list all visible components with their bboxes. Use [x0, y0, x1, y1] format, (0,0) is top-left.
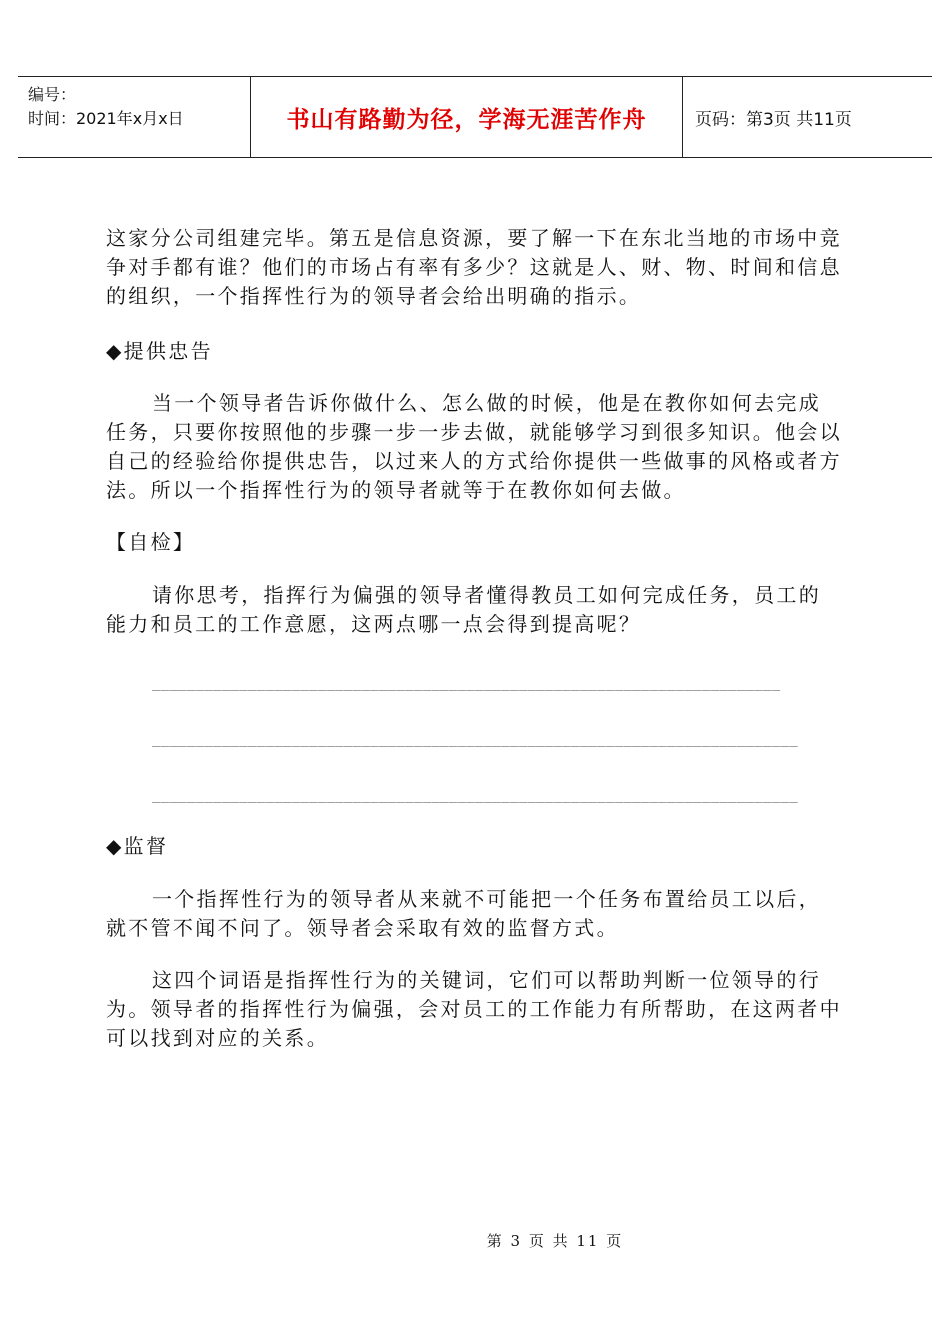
page-footer: 第 3 页 共 11 页: [486, 1232, 624, 1250]
time-label: 时间：2021年x月x日: [28, 109, 184, 128]
heading-advice: ◆提供忠告: [106, 339, 213, 363]
answer-line-2[interactable]: __________________________________________________________________________: [152, 731, 798, 747]
answer-line-3[interactable]: __________________________________________________________________________: [152, 787, 798, 803]
paragraph-3: 请你思考，指挥行为偏强的领导者懂得教员工如何完成任务，员工的能力和员工的工作意愿，这两点哪一点会得到提高呢？: [106, 583, 821, 636]
heading-supervise: ◆监督: [106, 834, 169, 858]
document-body: [106, 224, 842, 1053]
answer-line-1[interactable]: ________________________________________________________________________: [152, 675, 781, 691]
heading-selfcheck: 【自检】: [106, 530, 196, 554]
header-left-cell: [18, 77, 251, 157]
paragraph-5: 这四个词语是指挥性行为的关键词，它们可以帮助判断一位领导的行为。领导者的指挥性行为偏强，会对员工的工作能力有所帮助，在这两者中可以找到对应的关系。: [106, 968, 842, 1050]
paragraph-1: 这家分公司组建完毕。第五是信息资源，要了解一下在东北当地的市场中竞争对手都有谁？他们的市场占有率有多少？这就是人、财、物、时间和信息的组织，一个指挥性行为的领导者会给出明确的指示。: [106, 226, 842, 308]
header-page-info: 页码：第3页 共11页: [695, 109, 852, 130]
page-header: [18, 76, 932, 158]
paragraph-4: 一个指挥性行为的领导者从来就不可能把一个任务布置给员工以后，就不管不闻不问了。领导者会采取有效的监督方式。: [106, 887, 821, 940]
number-label: 编号：: [28, 85, 77, 104]
header-motto: 书山有路勤为径，学海无涯苦作舟: [251, 77, 683, 157]
paragraph-2: 当一个领导者告诉你做什么、怎么做的时候，他是在教你如何去完成任务，只要你按照他的步骤一步一步去做，就能够学习到很多知识。他会以自己的经验给你提供忠告，以过来人的方式给你提供一些做事的风格或者方法。所以一个指挥性行为的领导者就等于在教你如何去做。: [106, 391, 842, 502]
